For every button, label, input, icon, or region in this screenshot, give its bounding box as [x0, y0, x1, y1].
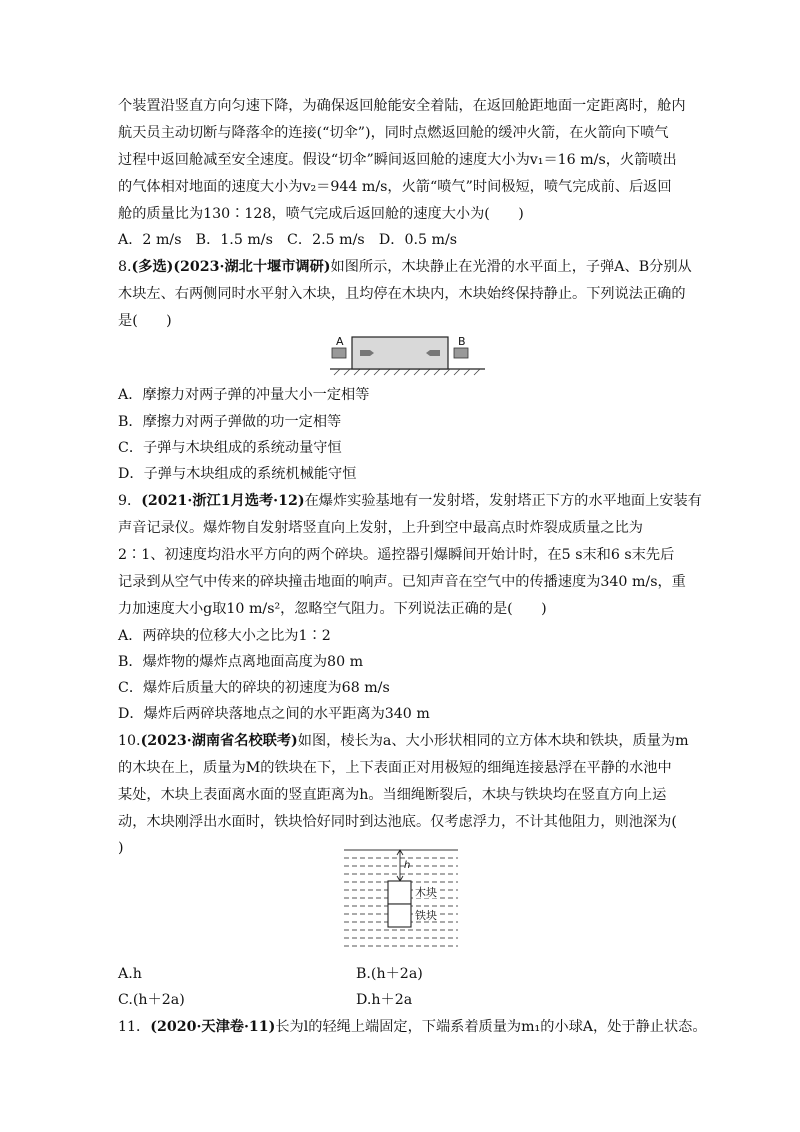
q9-source-tag: (2021·浙江1月选考·12): [141, 493, 305, 509]
wood-cube: [388, 881, 411, 904]
q8-line-3: 是( ): [118, 313, 172, 329]
q8-option-a: A．摩擦力对两子弹的冲量大小一定相等: [118, 387, 370, 403]
q10-line-3: 某处，木块上表面离水面的竖直距离为h。当细绳断裂后，木块与铁块均在竖直方向上运: [118, 787, 667, 803]
label-h: h: [404, 860, 411, 871]
q9-option-b: B．爆炸物的爆炸点离地面高度为80 m: [118, 654, 364, 670]
q11-line-1: [118, 1017, 707, 1037]
label-a: A: [336, 335, 344, 348]
q8-figure-block-bullets: [320, 334, 490, 380]
bullet-b-source: [454, 348, 468, 358]
q10-option-b: B.(h＋2a): [356, 966, 423, 982]
label-iron: 铁块: [415, 909, 437, 922]
label-wood: 木块: [415, 886, 437, 899]
q9-line-3: 2∶1、初速度均沿水平方向的两个碎块。遥控器引爆瞬间开始计时，在5 s末和6 s末先后: [118, 547, 675, 563]
q10-line-2: 的木块在上，质量为M的铁块在下，上下表面正对用极短的细绳连接悬浮在平静的水池中: [118, 760, 672, 776]
q9-option-c: C．爆炸后质量大的碎块的初速度为68 m/s: [118, 680, 390, 696]
q10-option-a: A.h: [118, 966, 142, 982]
q10-option-d: D.h＋2a: [356, 992, 413, 1008]
q10-line-5: ): [118, 840, 124, 856]
q7-line-4: 的气体相对地面的速度大小为v₂＝944 m/s，火箭“喷气”时间极短，喷气完成前、后返回: [118, 179, 672, 195]
q9-number: 9．: [118, 493, 142, 509]
q11-source-tag: (2020·天津卷·11): [150, 1019, 276, 1035]
q9-line-5: 力加速度大小g取10 m/s²，忽略空气阻力。下列说法正确的是( ): [118, 601, 547, 617]
q7-line-5: 舱的质量比为130∶128，喷气完成后返回舱的速度大小为( ): [118, 206, 524, 222]
q10-stem-start: 如图，棱长为a、大小形状相同的立方体木块和铁块，质量为m: [297, 733, 689, 749]
q7-line-2: 航天员主动切断与降落伞的连接(“切伞”)，同时点燃返回舱的缓冲火箭，在火箭向下喷气: [118, 125, 669, 141]
label-b: B: [458, 335, 466, 348]
q8-option-b: B．摩擦力对两子弹做的功一定相等: [118, 414, 342, 430]
q10-line-1: [118, 731, 689, 751]
q7-options: A．2 m/s B．1.5 m/s C．2.5 m/s D．0.5 m/s: [118, 232, 458, 248]
q11-number: 11．: [118, 1019, 151, 1035]
q10-source-tag: (2023·湖南省名校联考): [140, 733, 298, 749]
q11-stem-start: 长为l的轻绳上端固定，下端系着质量为m₁的小球A，处于静止状态。: [275, 1019, 707, 1035]
q10-option-c: C.(h＋2a): [118, 992, 185, 1008]
bullet-a-source: [332, 348, 346, 358]
q8-source-tag: (多选)(2023·湖北十堰市调研): [131, 259, 331, 275]
q8-option-d: D．子弹与木块组成的系统机械能守恒: [118, 466, 357, 482]
q8-stem-start: 如图所示，木块静止在光滑的水平面上，子弹A、B分别从: [330, 259, 692, 275]
q8-number: 8.: [118, 259, 132, 275]
q8-option-c: C．子弹与木块组成的系统动量守恒: [118, 440, 342, 456]
iron-cube: [388, 904, 411, 927]
q10-line-4: 动，木块刚浮出水面时，铁块恰好同时到达池底。仅考虑浮力，不计其他阻力，则池深为(: [118, 814, 677, 830]
q7-line-3: 过程中返回舱减至安全速度。假设“切伞”瞬间返回舱的速度大小为v₁＝16 m/s，火箭喷出: [118, 152, 677, 168]
q9-line-1: [118, 491, 702, 511]
q7-line-1: 个装置沿竖直方向匀速下降，为确保返回舱能安全着陆，在返回舱距地面一定距离时，舱内: [118, 98, 686, 114]
q9-option-a: A．两碎块的位移大小之比为1∶2: [118, 628, 331, 644]
q8-line-2: 木块左、右两侧同时水平射入木块，且均停在木块内，木块始终保持静止。下列说法正确的: [118, 286, 686, 302]
q10-number: 10.: [118, 733, 141, 749]
q9-option-d: D．爆炸后两碎块落地点之间的水平距离为340 m: [118, 706, 430, 722]
q9-line-4: 记录到从空气中传来的碎块撞击地面的响声。已知声音在空气中的传播速度为340 m/s，重: [118, 574, 686, 590]
q8-line-1: [118, 257, 692, 277]
q10-figure-pool: [340, 846, 462, 952]
q9-line-2: 声音记录仪。爆炸物自发射塔竖直向上发射，上升到空中最高点时炸裂成质量之比为: [118, 520, 643, 536]
q9-stem-start: 在爆炸实验基地有一发射塔，发射塔正下方的水平地面上安装有: [304, 493, 702, 509]
